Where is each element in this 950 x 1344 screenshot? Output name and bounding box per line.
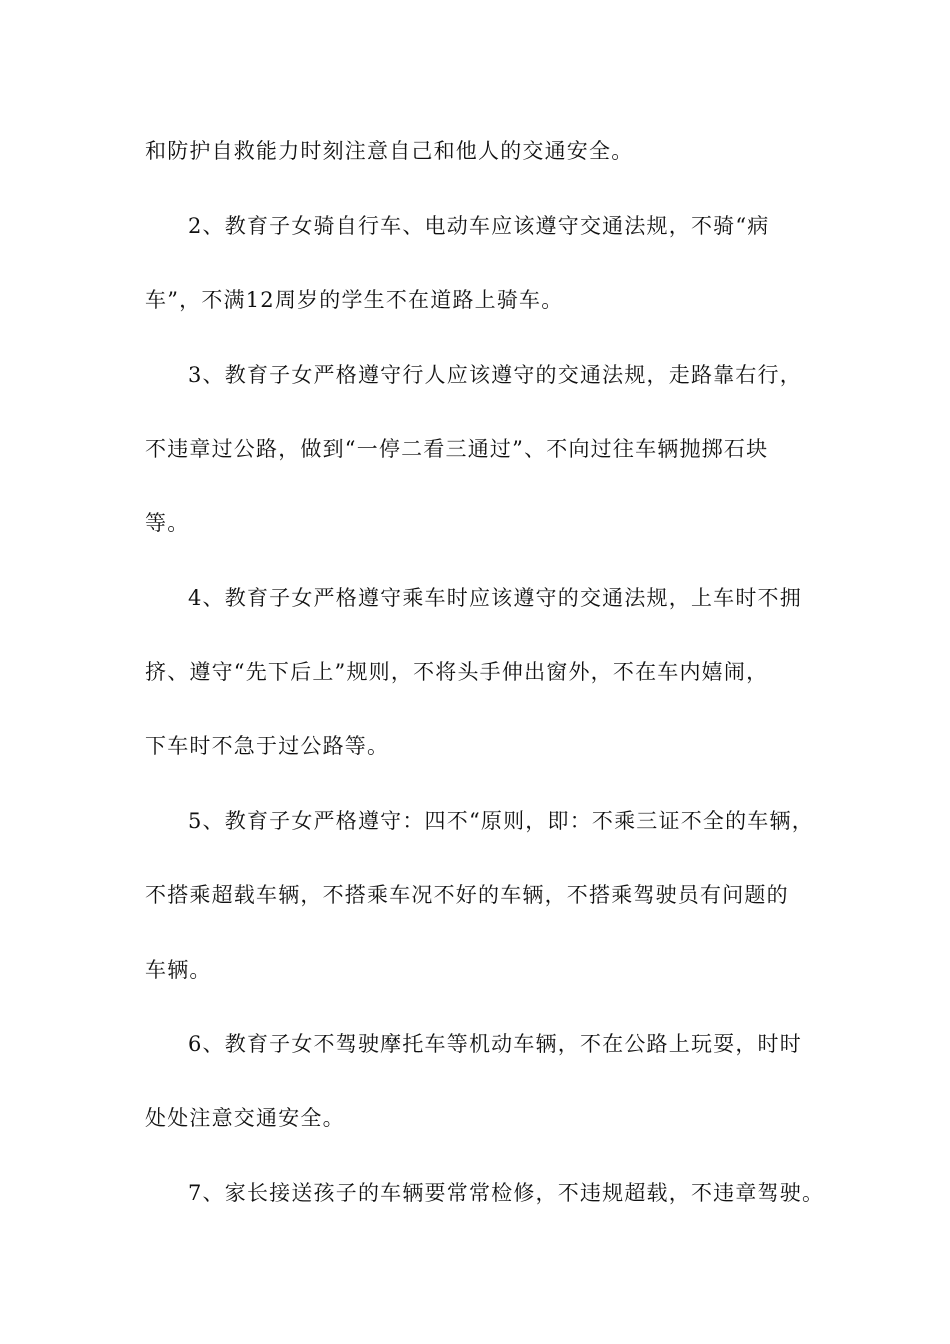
- paragraph-4-line-1: 4、教育子女严格遵守乘车时应该遵守的交通法规，上车时不拥: [188, 586, 802, 610]
- paragraph-4-line-3: 下车时不急于过公路等。: [145, 734, 390, 758]
- paragraph-7-line-1: 7、家长接送孩子的车辆要常常检修，不违规超载，不违章驾驶。: [188, 1181, 825, 1205]
- paragraph-2-line-1: 2、教育子女骑自行车、电动车应该遵守交通法规，不骑“病: [188, 214, 770, 238]
- paragraph-3-line-1: 3、教育子女严格遵守行人应该遵守的交通法规，走路靠右行，: [188, 363, 802, 387]
- paragraph-6-line-1: 6、教育子女不驾驶摩托车等机动车辆，不在公路上玩耍，时时: [188, 1032, 802, 1056]
- paragraph-4-line-2: 挤、遵守“先下后上”规则，不将头手伸出窗外，不在车内嬉闹，: [145, 660, 769, 684]
- paragraph-5-line-3: 车辆。: [145, 958, 212, 982]
- paragraph-5-line-2: 不搭乘超载车辆，不搭乘车况不好的车辆，不搭乘驾驶员有问题的: [145, 883, 789, 907]
- paragraph-2-line-2: 车”，不满12周岁的学生不在道路上骑车。: [145, 288, 564, 312]
- paragraph-6-line-2: 处处注意交通安全。: [145, 1106, 345, 1130]
- paragraph-3-line-3: 等。: [145, 511, 190, 535]
- paragraph-5-line-1: 5、教育子女严格遵守：四不“原则，即：不乘三证不全的车辆，: [188, 809, 814, 833]
- paragraph-3-line-2: 不违章过公路，做到“一停二看三通过”、不向过往车辆抛掷石块: [145, 437, 769, 461]
- paragraph-1-line-1: 和防护自救能力时刻注意自己和他人的交通安全。: [145, 139, 634, 163]
